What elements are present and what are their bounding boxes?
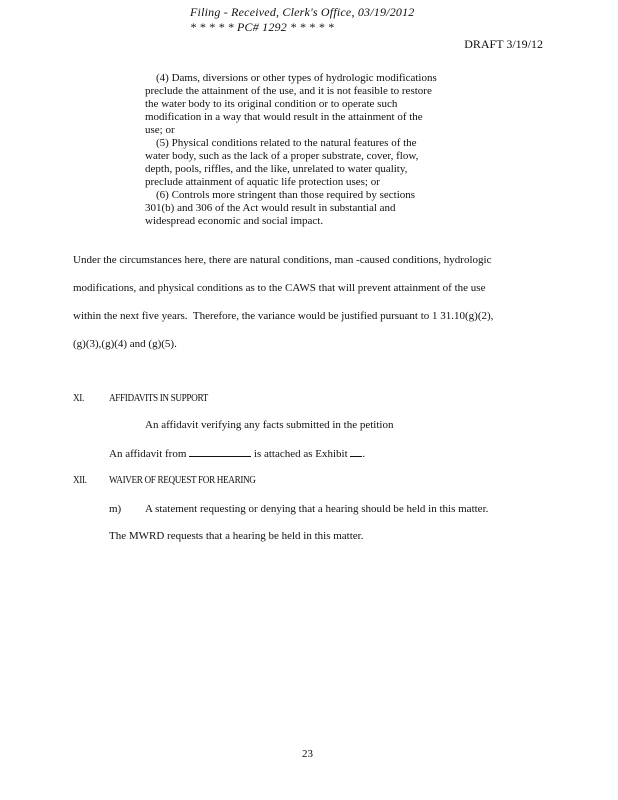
body-paragraph-line: within the next five years. Therefore, the variance would be justified pursuant to 1 31.10(g)(2), [73,310,494,322]
quoted-regulation-block [145,72,437,228]
quote-line: the water body to its original condition or to operate such [145,98,398,110]
affidavit-prefix: An affidavit from [109,448,187,460]
page-number: 23 [302,748,313,760]
quote-line: preclude the attainment of the use, and it is not feasible to restore [145,85,432,97]
draft-label: DRAFT 3/19/12 [464,37,543,51]
section-xii-response: The MWRD requests that a hearing be held in this matter. [109,530,364,542]
quote-line: widespread economic and social impact. [145,215,324,227]
section-xii-item-text: A statement requesting or denying that a hearing should be held in this matter. [145,503,489,515]
section-xii-number: XII. [73,475,87,486]
quote-line: (4) Dams, diversions or other types of hydrologic modifications [145,72,437,84]
body-paragraph-line: (g)(3),(g)(4) and (g)(5). [73,338,177,350]
quote-line: use; or [145,124,175,136]
affidavit-end: . [362,448,366,460]
quote-line: (5) Physical conditions related to the natural features of the [145,137,417,149]
affiant-name-blank [189,447,251,457]
section-xi-requirement: An affidavit verifying any facts submitted in the petition [145,419,394,431]
section-xi-number: XI. [73,393,84,404]
quote-line: preclude attainment of aquatic life protection uses; or [145,176,380,188]
exhibit-number-blank [350,447,362,457]
body-paragraph-line: modifications, and physical conditions as to the CAWS that will prevent attainment of the use [73,282,486,294]
quote-line: water body, such as the lack of a proper substrate, cover, flow, [145,150,419,162]
quote-line: depth, pools, riffles, and the like, unrelated to water quality, [145,163,408,175]
filing-stamp-line-1: Filing - Received, Clerk's Office, 03/19/2012 [190,5,415,19]
affidavit-middle: is attached as Exhibit [253,448,348,460]
section-xi-title: AFFIDAVITS IN SUPPORT [109,393,208,404]
quote-line: 301(b) and 306 of the Act would result in substantial and [145,202,396,214]
filing-stamp-line-2: * * * * * PC# 1292 * * * * * [190,20,334,34]
section-xii-title: WAIVER OF REQUEST FOR HEARING [109,475,256,486]
affidavit-statement [109,447,365,460]
quote-line: modification in a way that would result in the attainment of the [145,111,423,123]
section-xii-item-label: m) [109,503,122,515]
quote-line: (6) Controls more stringent than those required by sections [145,189,416,201]
body-paragraph-line: Under the circumstances here, there are natural conditions, man -caused conditions, hydrologic [73,254,492,266]
